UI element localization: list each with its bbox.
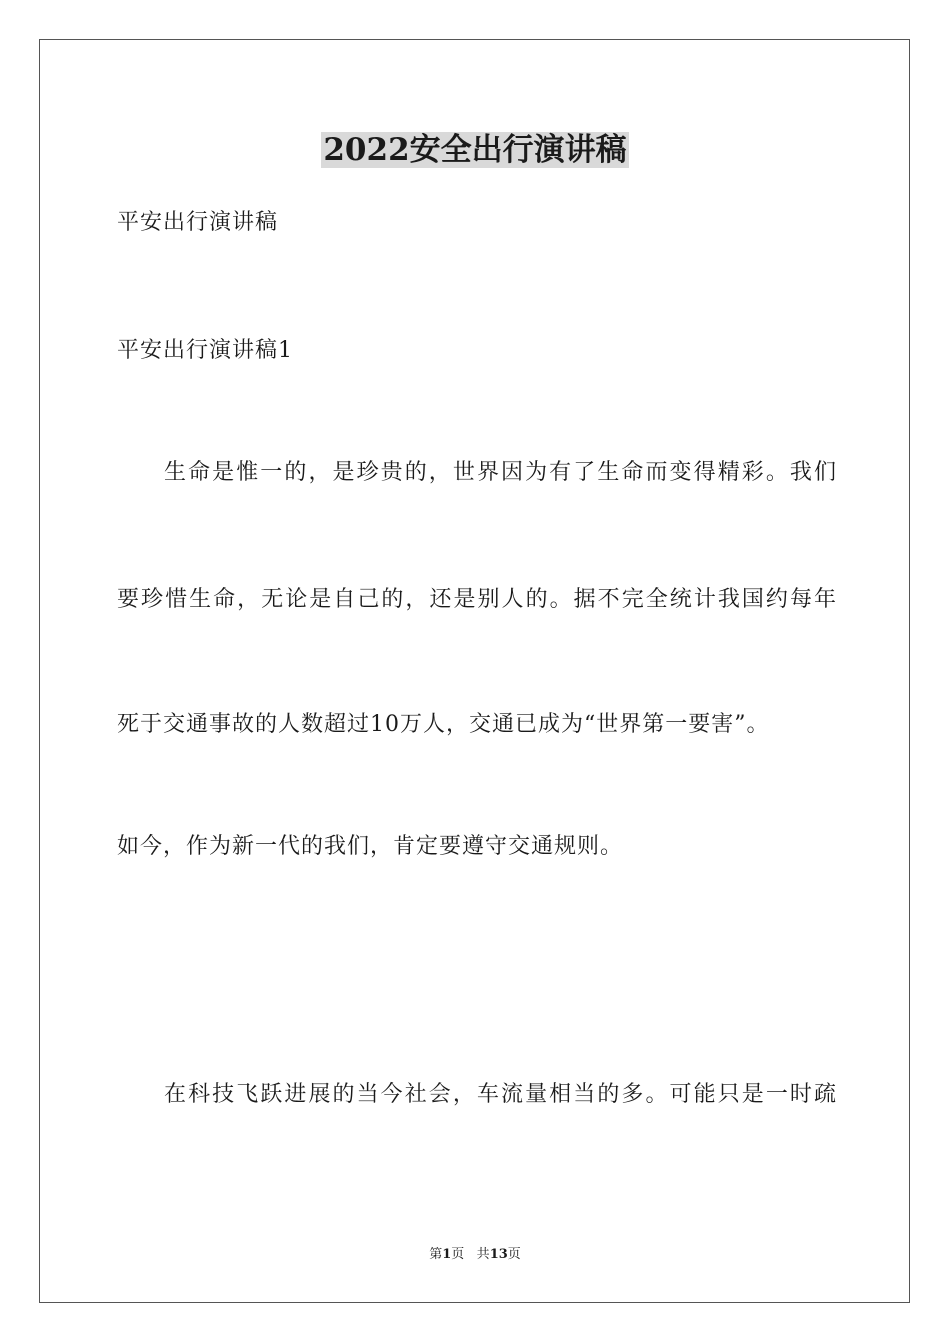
document-heading: 平安出行演讲稿 bbox=[117, 210, 279, 235]
paragraph-line: 在科技飞跃进展的当今社会，车流量相当的多。可能只是一时疏 bbox=[164, 1082, 837, 1107]
paragraph-line: 生命是惟一的，是珍贵的，世界因为有了生命而变得精彩。我们 bbox=[164, 460, 837, 485]
paragraph-line: 要珍惜生命，无论是自己的，还是别人的。据不完全统计我国约每年 bbox=[117, 587, 837, 612]
footer-total-suffix: 页 bbox=[507, 1247, 521, 1262]
document-title-text: 2022安全出行演讲稿 bbox=[323, 132, 627, 168]
page-footer bbox=[0, 1246, 950, 1264]
footer-page-number: 1 bbox=[442, 1247, 452, 1262]
footer-total-pages: 13 bbox=[489, 1247, 508, 1262]
footer-total-prefix: 共 bbox=[476, 1247, 490, 1262]
paragraph-line: 如今，作为新一代的我们，肯定要遵守交通规则。 bbox=[117, 834, 624, 859]
footer-page-prefix: 第 bbox=[429, 1247, 443, 1262]
document-title bbox=[0, 128, 950, 172]
footer-page-suffix: 页 bbox=[451, 1247, 465, 1262]
document-subheading: 平安出行演讲稿1 bbox=[117, 338, 293, 363]
paragraph-line: 死于交通事故的人数超过10万人，交通已成为“世界第一要害”。 bbox=[117, 712, 770, 737]
